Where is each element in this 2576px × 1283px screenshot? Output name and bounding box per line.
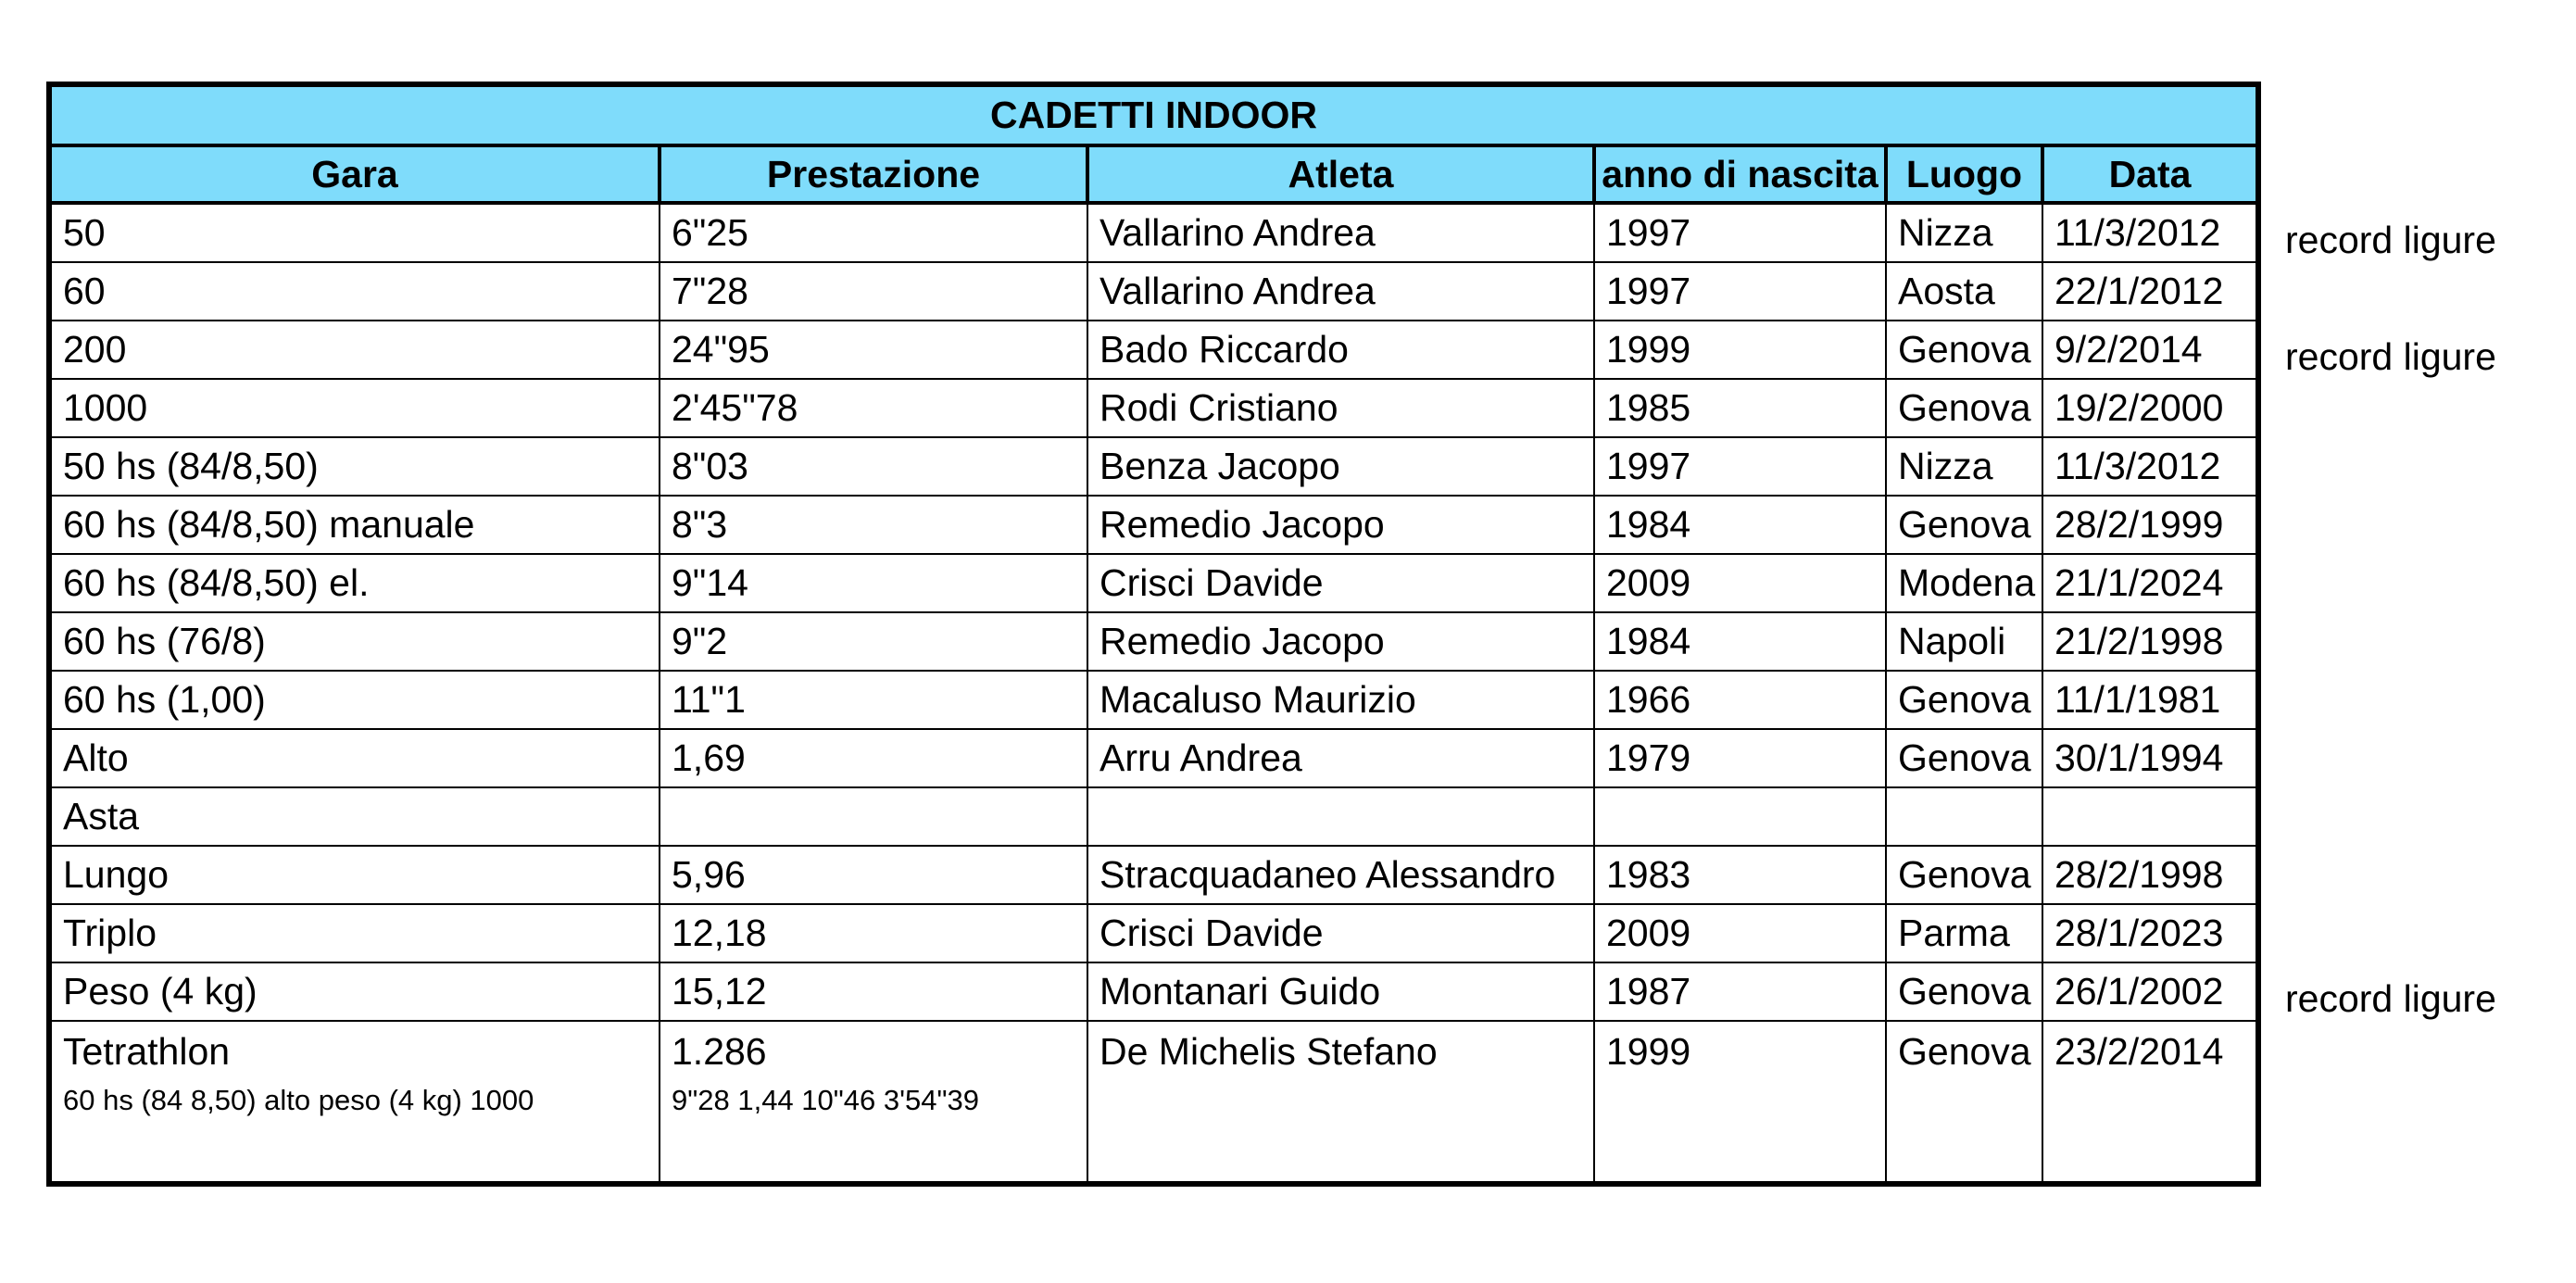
cell-luogo: Genova <box>1886 962 2042 1021</box>
cell-data: 11/1/1981 <box>2042 671 2258 729</box>
cell-anno: 1997 <box>1594 203 1886 262</box>
cell-atleta: De Michelis Stefano <box>1087 1021 1594 1184</box>
cell-atleta: Remedio Jacopo <box>1087 612 1594 671</box>
cell-data: 11/3/2012 <box>2042 437 2258 496</box>
cell-anno: 2009 <box>1594 904 1886 962</box>
cell-prestazione: 1,69 <box>660 729 1087 787</box>
cell-prestazione: 9"14 <box>660 554 1087 612</box>
cell-data <box>2042 787 2258 846</box>
header-row <box>49 145 2258 203</box>
cell-gara: Asta <box>49 787 660 846</box>
cell-prestazione <box>660 1021 1087 1184</box>
cell-gara: 50 <box>49 203 660 262</box>
header-anno: anno di nascita <box>1594 145 1886 203</box>
prestazione-detail: 9"28 1,44 10"46 3'54"39 <box>672 1084 979 1116</box>
cell-luogo: Aosta <box>1886 262 2042 321</box>
table-row <box>49 787 2258 846</box>
table-row <box>49 671 2258 729</box>
cell-prestazione: 8"03 <box>660 437 1087 496</box>
cell-luogo: Nizza <box>1886 437 2042 496</box>
gara-detail: 60 hs (84 8,50) alto peso (4 kg) 1000 <box>63 1084 534 1116</box>
cell-luogo: Genova <box>1886 671 2042 729</box>
cell-data: 28/2/1998 <box>2042 846 2258 904</box>
cell-luogo: Genova <box>1886 379 2042 437</box>
cell-gara: 60 hs (84/8,50) manuale <box>49 496 660 554</box>
cell-gara: 60 hs (76/8) <box>49 612 660 671</box>
cell-prestazione: 24"95 <box>660 321 1087 379</box>
table-row <box>49 496 2258 554</box>
prestazione-label: 1.286 <box>672 1030 767 1073</box>
cell-anno: 1983 <box>1594 846 1886 904</box>
cell-gara: Alto <box>49 729 660 787</box>
cell-anno: 1987 <box>1594 962 1886 1021</box>
header-data: Data <box>2042 145 2258 203</box>
cell-atleta <box>1087 787 1594 846</box>
cell-prestazione: 5,96 <box>660 846 1087 904</box>
cell-anno: 1999 <box>1594 1021 1886 1184</box>
cell-data: 21/2/1998 <box>2042 612 2258 671</box>
table-row <box>49 321 2258 379</box>
cell-prestazione: 7"28 <box>660 262 1087 321</box>
table-row <box>49 962 2258 1021</box>
cell-data: 26/1/2002 <box>2042 962 2258 1021</box>
cell-anno: 1985 <box>1594 379 1886 437</box>
cell-atleta: Vallarino Andrea <box>1087 262 1594 321</box>
cell-atleta: Arru Andrea <box>1087 729 1594 787</box>
cell-data: 9/2/2014 <box>2042 321 2258 379</box>
cell-anno: 1999 <box>1594 321 1886 379</box>
cell-prestazione: 8"3 <box>660 496 1087 554</box>
cell-luogo: Genova <box>1886 321 2042 379</box>
table-row-tetrathlon <box>49 1021 2258 1184</box>
cell-gara: Lungo <box>49 846 660 904</box>
cell-prestazione: 2'45"78 <box>660 379 1087 437</box>
cell-atleta: Benza Jacopo <box>1087 437 1594 496</box>
cell-luogo: Genova <box>1886 846 2042 904</box>
cell-prestazione: 11"1 <box>660 671 1087 729</box>
cell-data: 28/2/1999 <box>2042 496 2258 554</box>
cell-atleta: Rodi Cristiano <box>1087 379 1594 437</box>
table-row <box>49 437 2258 496</box>
cell-gara: Peso (4 kg) <box>49 962 660 1021</box>
cell-luogo: Modena <box>1886 554 2042 612</box>
cell-atleta: Montanari Guido <box>1087 962 1594 1021</box>
cell-gara: 60 <box>49 262 660 321</box>
cell-gara: 60 hs (84/8,50) el. <box>49 554 660 612</box>
cell-luogo: Parma <box>1886 904 2042 962</box>
cell-gara <box>49 1021 660 1184</box>
header-gara: Gara <box>49 145 660 203</box>
header-prestazione: Prestazione <box>660 145 1087 203</box>
cell-luogo: Genova <box>1886 1021 2042 1184</box>
cell-data: 30/1/1994 <box>2042 729 2258 787</box>
cell-anno: 1984 <box>1594 496 1886 554</box>
record-note: record ligure <box>2285 335 2496 378</box>
table-row <box>49 379 2258 437</box>
cell-prestazione: 15,12 <box>660 962 1087 1021</box>
cell-anno: 2009 <box>1594 554 1886 612</box>
table-row <box>49 904 2258 962</box>
table-row <box>49 612 2258 671</box>
table-row <box>49 203 2258 262</box>
cell-luogo: Napoli <box>1886 612 2042 671</box>
cell-data: 23/2/2014 <box>2042 1021 2258 1184</box>
cell-anno <box>1594 787 1886 846</box>
cell-luogo: Nizza <box>1886 203 2042 262</box>
records-table <box>46 82 2261 1187</box>
cell-atleta: Crisci Davide <box>1087 554 1594 612</box>
record-note: record ligure <box>2285 977 2496 1020</box>
header-luogo: Luogo <box>1886 145 2042 203</box>
table-row <box>49 262 2258 321</box>
cell-anno: 1979 <box>1594 729 1886 787</box>
cell-luogo: Genova <box>1886 496 2042 554</box>
cell-anno: 1984 <box>1594 612 1886 671</box>
table-row <box>49 846 2258 904</box>
cell-data: 22/1/2012 <box>2042 262 2258 321</box>
cell-atleta: Stracquadaneo Alessandro <box>1087 846 1594 904</box>
cell-anno: 1997 <box>1594 437 1886 496</box>
cell-data: 28/1/2023 <box>2042 904 2258 962</box>
cell-gara: 50 hs (84/8,50) <box>49 437 660 496</box>
cell-atleta: Remedio Jacopo <box>1087 496 1594 554</box>
cell-data: 11/3/2012 <box>2042 203 2258 262</box>
cell-gara: 200 <box>49 321 660 379</box>
cell-luogo <box>1886 787 2042 846</box>
cell-atleta: Crisci Davide <box>1087 904 1594 962</box>
cell-atleta: Macaluso Maurizio <box>1087 671 1594 729</box>
cell-prestazione <box>660 787 1087 846</box>
header-atleta: Atleta <box>1087 145 1594 203</box>
cell-gara: 60 hs (1,00) <box>49 671 660 729</box>
cell-prestazione: 9"2 <box>660 612 1087 671</box>
cell-anno: 1966 <box>1594 671 1886 729</box>
table-row <box>49 554 2258 612</box>
cell-anno: 1997 <box>1594 262 1886 321</box>
table-row <box>49 729 2258 787</box>
cell-prestazione: 6"25 <box>660 203 1087 262</box>
cell-atleta: Bado Riccardo <box>1087 321 1594 379</box>
cell-gara: Triplo <box>49 904 660 962</box>
cell-gara: 1000 <box>49 379 660 437</box>
cell-data: 19/2/2000 <box>2042 379 2258 437</box>
cell-atleta: Vallarino Andrea <box>1087 203 1594 262</box>
cell-luogo: Genova <box>1886 729 2042 787</box>
table-title: CADETTI INDOOR <box>49 84 2258 145</box>
gara-label: Tetrathlon <box>63 1030 231 1073</box>
cell-prestazione: 12,18 <box>660 904 1087 962</box>
record-note: record ligure <box>2285 219 2496 261</box>
cell-data: 21/1/2024 <box>2042 554 2258 612</box>
